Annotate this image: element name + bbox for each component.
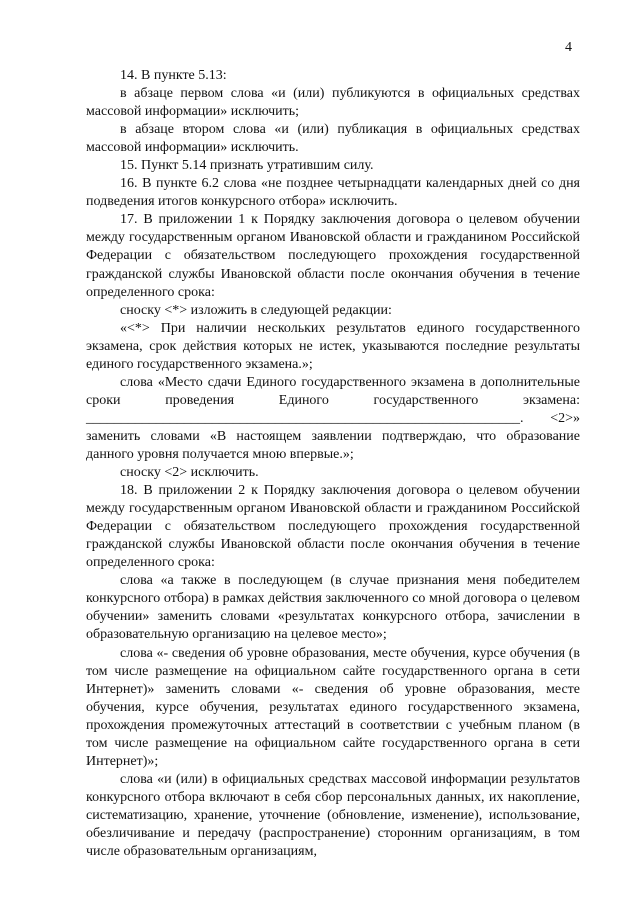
paragraph-footnote-instruction: сноску <*> изложить в следующей редакции:	[120, 302, 392, 318]
page-number: 4	[565, 40, 572, 55]
paragraph-replace-contract: слова «а также в последующем (в случае признания меня победителем конкурсного отбора) в рамках действия заключенного со мной договора о целевом обучении» заменить словами «результатах конкурсного отбора, зачислении в образовательную организацию на целевое место»;	[86, 573, 580, 643]
paragraph-item-16: 16. В пункте 6.2 слова «не позднее четырнадцати календарных дней со дня подведения итогов конкурсного отбора» исключить.	[86, 176, 580, 210]
paragraph-replace-education-info: слова «- сведения об уровне образования, месте обучения, курсе обучения (в том числе размещение на официальном сайте государственного органа в сети Интернет)» заменить словами «- сведения об уровне образования, месте обучения, курсе обучения, результатах единого государственного экзамена, прохождения промежуточных аттестаций в соответствии с учебным планом (в том числе размещение на официальном сайте государственного органа в сети Интернет)»;	[86, 645, 580, 769]
paragraph-item-18: 18. В приложении 2 к Порядку заключения договора о целевом обучении между государственным органом Ивановской области и гражданином Российской Федерации с обязательством последующего прохождения государственной гражданской службы Ивановской области после окончания обучения в течение определенного срока:	[86, 483, 580, 571]
paragraph-item-17: 17. В приложении 1 к Порядку заключения договора о целевом обучении между государственным органом Ивановской области и гражданином Российской Федерации с обязательством последующего прохождения государственной гражданской службы Ивановской области после окончания обучения в течение определенного срока:	[86, 212, 580, 300]
paragraph-footnote-text: «<*> При наличии нескольких результатов единого государственного экзамена, срок действия которых не истек, указываются последние результаты единого государственного экзамена.»;	[86, 320, 580, 372]
paragraph-personal-data: слова «и (или) в официальных средствах массовой информации результатов конкурсного отбора включают в себя сбор персональных данных, их накопление, систематизацию, хранение, уточнение (обновление, изменение), использование, обезличивание и передачу (распространение) сторонним организациям, в том числе образовательным организациям,	[86, 771, 580, 860]
paragraph-item-14: 14. В пункте 5.13:	[120, 68, 227, 83]
paragraph-replace-words: слова «Место сдачи Единого государственного экзамена в дополнительные сроки проведения Единого государственного экзамена: ______________________________________________________________. <2>» заменить словами «В настоящем заявлении подтверждаю, что образование данного уровня получается мною впервые.»;	[86, 374, 580, 462]
paragraph-second-abzac: в абзаце втором слова «и (или) публикация в официальных средствах массовой информации» исключить.	[86, 122, 580, 156]
document-body	[86, 67, 580, 861]
paragraph-remove-footnote: сноску <2> исключить.	[120, 465, 259, 481]
paragraph-item-15: 15. Пункт 5.14 признать утратившим силу.	[120, 158, 374, 174]
paragraph-first-abzac: в абзаце первом слова «и (или) публикуются в официальных средствах массовой информации» исключить;	[86, 86, 580, 120]
